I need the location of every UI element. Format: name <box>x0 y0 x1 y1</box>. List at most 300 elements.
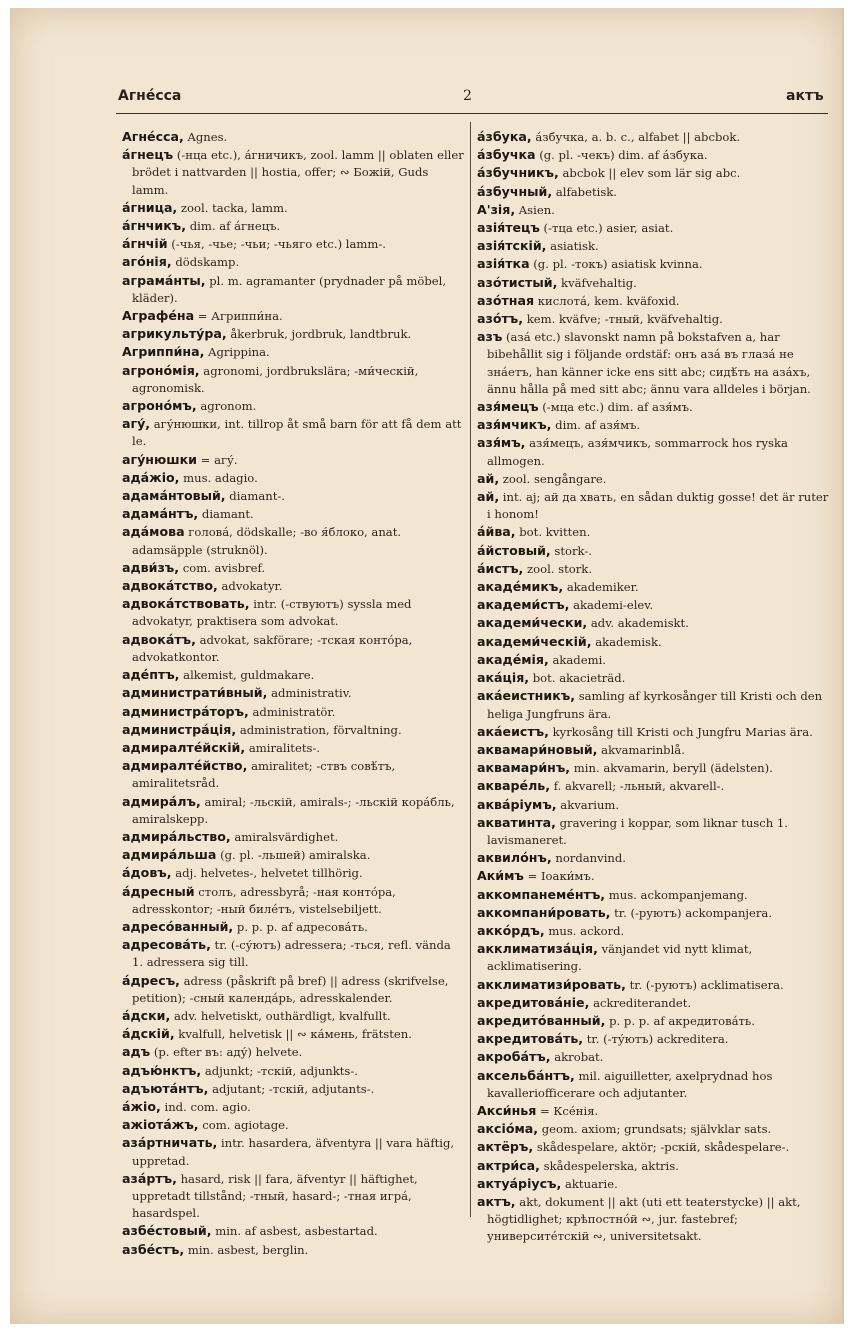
entry-definition: akademiker. <box>566 580 639 595</box>
entry-headword: áдресный <box>122 883 195 899</box>
entry-headword: администрати́вный, <box>122 685 268 701</box>
entry-headword: азáртничать, <box>122 1135 218 1151</box>
dictionary-entry <box>477 488 829 523</box>
entry-headword: агóнія, <box>122 254 172 270</box>
entry-headword: акватинта, <box>477 814 556 830</box>
entry-headword: акáеистъ, <box>477 723 549 739</box>
dictionary-entry <box>122 523 464 558</box>
entry-headword: аквамари́новый, <box>477 741 598 757</box>
entry-definition: hasard, risk || fara, äfventyr || häftighet, uppretadt tillstånd; -тный, hasard-; -тная игрá, hasardspel. <box>132 1171 418 1221</box>
right-column <box>477 128 829 1246</box>
entry-definition: агу́нюшки, int. tillrop åt små barn för att få dem att le. <box>132 417 462 449</box>
entry-headword: áгнчикъ, <box>122 218 187 234</box>
entry-definition: (-чья, -чье; -чьи; -чьяго etc.) lamm-. <box>171 237 386 252</box>
entry-definition: f. akvarell; -льный, akvarell-. <box>553 779 725 794</box>
dictionary-entry <box>122 1062 464 1080</box>
entry-headword: акклиматизáція, <box>477 941 598 957</box>
entry-headword: адмиралтéйство, <box>122 758 248 774</box>
dictionary-entry <box>477 904 829 922</box>
entry-definition: (-нца etc.), áгничикъ, zool. lamm || oblaten eller brödet i nattvarden || hostia, offer; ∾ Божій, Guds lamm. <box>132 148 464 197</box>
dictionary-entry <box>122 1222 464 1240</box>
dictionary-entry <box>122 1025 464 1043</box>
entry-definition: alkemist, guldmakare. <box>183 668 315 683</box>
right-running-headword: актъ <box>786 88 824 104</box>
entry-definition: adj. helvetes-, helvetet tillhörig. <box>175 866 363 881</box>
entry-definition: азя́мецъ, азя́мчикъ, sommarrock hos ryska allmogen. <box>487 436 788 468</box>
entry-headword: аквáріумъ, <box>477 796 557 812</box>
dictionary-entry <box>477 596 829 614</box>
entry-definition: amiralitets-. <box>248 740 321 755</box>
entry-definition: Agnes. <box>187 130 228 144</box>
entry-definition: min. akvamarin, beryll (ädelsten). <box>573 761 773 776</box>
dictionary-entry <box>122 325 464 343</box>
entry-headword: актри́са, <box>477 1157 540 1173</box>
dictionary-entry <box>477 219 829 237</box>
entry-headword: агу́, <box>122 416 151 432</box>
dictionary-entry <box>122 1098 464 1116</box>
dictionary-entry <box>122 577 464 595</box>
entry-headword: азóтистый, <box>477 274 558 290</box>
entry-definition: amiralitet; -ствъ совѣ́тъ, amiralitetsråd. <box>132 759 396 791</box>
dictionary-entry <box>477 274 829 292</box>
entry-headword: Агриппи́на, <box>122 344 205 360</box>
dictionary-entry <box>477 1193 829 1246</box>
entry-headword: адамáнтовый, <box>122 488 226 504</box>
entry-headword: азія́тка <box>477 256 530 272</box>
dictionary-entry <box>122 918 464 936</box>
dictionary-entry <box>477 164 829 182</box>
dictionary-entry <box>122 146 464 199</box>
entry-headword: áгница, <box>122 199 178 215</box>
entry-definition: asiatisk. <box>550 239 599 254</box>
entry-definition: кислотá, kem. kväfoxid. <box>537 293 680 308</box>
entry-definition: ind. com. agio. <box>164 1099 251 1114</box>
entry-definition: amiral; -льскій, amirals-; -льскій корáбль, amiralskepp. <box>132 794 455 826</box>
dictionary-entry <box>477 328 829 398</box>
dictionary-entry <box>122 487 464 505</box>
entry-definition: mus. adagio. <box>183 470 258 485</box>
entry-headword: áжіо, <box>122 1098 161 1114</box>
entry-definition: bot. akacieträd. <box>532 671 626 686</box>
dictionary-entry <box>477 470 829 488</box>
entry-definition: dim. af азя́мъ. <box>555 418 641 433</box>
entry-headword: азія́тецъ <box>477 220 540 236</box>
page-header <box>0 88 852 110</box>
entry-definition: amiralsvärdighet. <box>234 829 339 844</box>
dictionary-entry <box>122 828 464 846</box>
entry-definition: (p. efter въ: аду́) helvete. <box>153 1045 303 1060</box>
dictionary-entry <box>122 666 464 684</box>
dictionary-entry <box>477 237 829 255</box>
entry-definition: (-тца etc.) asier, asiat. <box>543 221 674 236</box>
dictionary-entry <box>122 793 464 828</box>
entry-definition: aktuarie. <box>565 1176 618 1191</box>
dictionary-entry <box>477 398 829 416</box>
entry-headword: азбéстовый, <box>122 1223 212 1239</box>
entry-headword: áистъ, <box>477 560 524 576</box>
entry-definition: akvamarinblå. <box>601 742 685 757</box>
entry-headword: азія́тскій, <box>477 238 547 254</box>
entry-definition: administratör. <box>252 704 336 719</box>
dictionary-entry <box>477 633 829 651</box>
dictionary-entry <box>122 1080 464 1098</box>
entry-headword: акáція, <box>477 670 530 686</box>
dictionary-entry <box>122 505 464 523</box>
dictionary-entry <box>122 1043 464 1061</box>
entry-headword: акробáтъ, <box>477 1049 551 1065</box>
entry-headword: актёръ, <box>477 1139 534 1155</box>
entry-headword: акредитовáть, <box>477 1031 584 1047</box>
entry-headword: аксіóма, <box>477 1121 539 1137</box>
entry-definition: kem. kväfve; -тный, kväfvehaltig. <box>526 312 723 327</box>
entry-definition: int. aj; ай да хвать, en sådan duktig gosse! det är ruter i honom! <box>487 490 829 522</box>
entry-definition: zool. stork. <box>527 561 593 576</box>
entry-headword: адвокáтствовать, <box>122 596 250 612</box>
entry-headword: áгнецъ <box>122 147 174 163</box>
entry-headword: азóтная <box>477 292 535 308</box>
entry-headword: аквилóнъ, <box>477 850 552 866</box>
entry-headword: áдовъ, <box>122 865 172 881</box>
entry-definition: nordanvind. <box>555 851 626 866</box>
entry-definition: samling af kyrkosånger till Kristi och den heliga Jungfruns ära. <box>487 689 823 721</box>
entry-definition: abcbok || elev som lär sig abc. <box>562 166 741 181</box>
dictionary-entry <box>122 397 464 415</box>
entry-headword: Аграфéна <box>122 308 195 324</box>
entry-definition: kväfvehaltig. <box>561 275 637 290</box>
dictionary-entry <box>477 1120 829 1138</box>
entry-headword: азъ <box>477 329 503 345</box>
entry-definition: головá, dödskalle; -во я́блоко, anat. adamsäpple (struknöl). <box>132 525 402 557</box>
entry-headword: аквамари́нъ, <box>477 760 571 776</box>
entry-headword: администрáція, <box>122 721 237 737</box>
entry-headword: академи́чески, <box>477 615 588 631</box>
entry-headword: адéптъ, <box>122 667 180 683</box>
entry-definition: åkerbruk, jordbruk, landtbruk. <box>230 327 412 342</box>
entry-headword: аксельбáнтъ, <box>477 1067 575 1083</box>
dictionary-entry <box>477 292 829 310</box>
entry-headword: агрикульту́ра, <box>122 326 227 342</box>
dictionary-entry <box>122 451 464 469</box>
dictionary-entry <box>122 415 464 450</box>
entry-headword: аккомпани́ровать, <box>477 904 611 920</box>
entry-headword: акáеистникъ, <box>477 688 575 704</box>
entry-headword: ай, <box>477 470 500 486</box>
dictionary-entry <box>477 614 829 632</box>
dictionary-entry <box>477 183 829 201</box>
dictionary-entry <box>477 128 829 146</box>
entry-headword: актуáріусъ, <box>477 1175 562 1191</box>
entry-definition: = Іоаки́мъ. <box>527 869 595 884</box>
entry-headword: адресовáть, <box>122 937 211 953</box>
entry-definition: akt, dokument || akt (uti ett teaterstycke) || akt, högtidlighet; крѣпостнóй ∾, jur. fastebref; университéтскій ∾, universitetsakt. <box>487 1194 801 1244</box>
entry-definition: akademi-elev. <box>573 598 654 613</box>
entry-definition: akvarium. <box>560 797 620 812</box>
entry-definition: alfabetisk. <box>555 184 617 199</box>
dictionary-entry <box>122 217 464 235</box>
dictionary-entry <box>122 721 464 739</box>
entry-definition: áзбучка, a. b. c., alfabet || abcbok. <box>535 130 741 144</box>
entry-definition: Agrippina. <box>208 345 270 360</box>
entry-headword: áзбучка <box>477 147 536 163</box>
dictionary-entry <box>477 867 829 885</box>
entry-definition: pl. m. agramanter (prydnader på möbel, kläder). <box>132 273 447 305</box>
entry-definition: administration, förvaltning. <box>239 722 402 737</box>
entry-headword: акварéль, <box>477 778 551 794</box>
entry-headword: азя́мъ, <box>477 435 526 451</box>
dictionary-entry <box>477 560 829 578</box>
entry-definition: = Ксéнія. <box>540 1103 599 1118</box>
entry-headword: Акси́нья <box>477 1102 537 1118</box>
entry-definition: diamant. <box>201 507 254 522</box>
entry-headword: áдресъ, <box>122 972 180 988</box>
entry-headword: адмирáльша <box>122 847 217 863</box>
entry-definition: adjunkt; -тскій, adjunkts-. <box>204 1063 358 1078</box>
dictionary-entry <box>122 595 464 630</box>
dictionary-entry <box>122 883 464 918</box>
entry-headword: адáмова <box>122 524 185 540</box>
entry-definition: kvalfull, helvetisk || ∾ кáмень, frätsten. <box>178 1027 412 1042</box>
entry-definition: kyrkosång till Kristi och Jungfru Marias ära. <box>552 724 813 739</box>
entry-definition: mus. ackompanjemang. <box>608 887 748 902</box>
entry-definition: adv. akademiskt. <box>590 616 689 631</box>
dictionary-entry <box>477 814 829 849</box>
entry-headword: áйва, <box>477 524 516 540</box>
dictionary-entry <box>122 307 464 325</box>
entry-definition: zool. tacka, lamm. <box>180 200 288 215</box>
entry-definition: com. avisbref. <box>182 560 266 575</box>
entry-headword: агронóмъ, <box>122 398 197 414</box>
dictionary-entry <box>122 739 464 757</box>
entry-definition: adress (påskrift på bref) || adress (skrifvelse, petition); -сный календáрь, adresskalender. <box>132 973 449 1005</box>
entry-definition: akademi. <box>552 652 606 667</box>
dictionary-entry <box>477 651 829 669</box>
dictionary-entry <box>477 922 829 940</box>
dictionary-entry <box>477 777 829 795</box>
left-column <box>122 128 464 1259</box>
entry-definition: akademisk. <box>595 634 662 649</box>
entry-definition: intr. hasardera, äfventyra || vara häftig, uppretad. <box>132 1136 455 1168</box>
column-divider <box>470 122 471 1217</box>
entry-headword: акредитовáніе, <box>477 994 590 1010</box>
dictionary-entry <box>477 886 829 904</box>
dictionary-entry <box>122 235 464 253</box>
entry-headword: администрáторъ, <box>122 703 249 719</box>
entry-headword: адмирáльство, <box>122 828 231 844</box>
entry-headword: агронóмія, <box>122 362 200 378</box>
dictionary-entry <box>477 201 829 219</box>
entry-definition: intr. (-ствуютъ) syssla med advokatyr, praktisera som advokat. <box>132 597 412 629</box>
dictionary-entry <box>122 1134 464 1169</box>
entry-definition: bot. kvitten. <box>519 525 591 540</box>
entry-headword: азя́мчикъ, <box>477 417 552 433</box>
dictionary-entry <box>477 1048 829 1066</box>
entry-headword: азя́мецъ <box>477 399 539 415</box>
entry-headword: áзбучникъ, <box>477 165 559 181</box>
dictionary-entry <box>122 1170 464 1223</box>
entry-headword: адвокáтство, <box>122 578 218 594</box>
entry-definition: dödskamp. <box>175 255 240 270</box>
entry-definition: столъ, adressbyrå; -ная контóра, adresskontor; -ный билéтъ, vistelsebiljett. <box>132 884 396 916</box>
entry-definition: (g. pl. -токъ) asiatisk kvinna. <box>533 257 703 272</box>
dictionary-entry <box>477 940 829 975</box>
dictionary-entry <box>477 687 829 722</box>
entry-headword: азбéстъ, <box>122 1241 185 1257</box>
dictionary-entry <box>122 559 464 577</box>
entry-headword: агу́нюшки <box>122 451 197 467</box>
entry-headword: академи́ческій, <box>477 633 592 649</box>
dictionary-entry <box>477 849 829 867</box>
entry-definition: p. p. p. af акредитовáть. <box>609 1013 755 1028</box>
dictionary-entry <box>122 1116 464 1134</box>
entry-definition: skådespelerska, aktris. <box>543 1158 679 1173</box>
entry-definition: skådespelare, aktör; -рскій, skådespelare-. <box>536 1140 790 1155</box>
entry-definition: gravering i koppar, som liknar tusch 1. lavismaneret. <box>487 815 788 847</box>
entry-definition: (-мца etc.) dim. af азя́мъ. <box>542 400 693 415</box>
entry-definition: Asien. <box>518 202 555 217</box>
entry-headword: азóтъ, <box>477 311 524 327</box>
dictionary-entry <box>122 936 464 971</box>
entry-headword: акредитóванный, <box>477 1012 606 1028</box>
dictionary-entry <box>477 723 829 741</box>
entry-headword: акадéмикъ, <box>477 579 564 595</box>
entry-headword: áгнчій <box>122 236 168 252</box>
dictionary-entry <box>122 1007 464 1025</box>
entry-headword: áзбучный, <box>477 183 553 199</box>
entry-headword: аккóрдъ, <box>477 922 545 938</box>
entry-headword: адамáнтъ, <box>122 506 199 522</box>
dictionary-entry <box>477 759 829 777</box>
entry-headword: адви́зъ, <box>122 559 180 575</box>
dictionary-entry <box>477 741 829 759</box>
header-rule <box>116 113 828 114</box>
entry-headword: ай, <box>477 489 500 505</box>
entry-definition: = Агриппи́на. <box>197 309 283 324</box>
dictionary-entry <box>122 362 464 397</box>
dictionary-entry <box>477 1138 829 1156</box>
entry-headword: адъ <box>122 1044 151 1060</box>
dictionary-entry <box>477 578 829 596</box>
dictionary-entry <box>477 523 829 541</box>
dictionary-entry <box>122 199 464 217</box>
dictionary-entry <box>122 1241 464 1259</box>
entry-headword: адвокáтъ, <box>122 631 196 647</box>
entry-headword: аккомпанемéнтъ, <box>477 886 606 902</box>
entry-headword: адресóванный, <box>122 918 234 934</box>
entry-headword: адáжіо, <box>122 469 180 485</box>
entry-headword: адмирáлъ, <box>122 793 201 809</box>
entry-definition: (g. pl. -чекъ) dim. af áзбука. <box>539 148 708 163</box>
dictionary-entry <box>122 846 464 864</box>
dictionary-entry <box>477 1012 829 1030</box>
entry-definition: adjutant; -тскій, adjutants-. <box>212 1081 375 1096</box>
entry-headword: áйстовый, <box>477 542 551 558</box>
entry-definition: com. agiotage. <box>202 1118 289 1133</box>
dictionary-entry <box>122 972 464 1007</box>
dictionary-entry <box>122 703 464 721</box>
entry-headword: академи́стъ, <box>477 597 570 613</box>
dictionary-entry <box>477 255 829 273</box>
dictionary-entry <box>477 542 829 560</box>
entry-definition: mil. aiguilletter, axelprydnad hos kavalleriofficerare och adjutanter. <box>487 1068 773 1100</box>
entry-definition: stork-. <box>554 543 592 558</box>
dictionary-entry <box>122 684 464 702</box>
entry-definition: mus. ackord. <box>548 923 625 938</box>
entry-headword: актъ, <box>477 1193 516 1209</box>
entry-definition: vänjandet vid nytt klimat, acklimatisering. <box>487 942 753 974</box>
entry-definition: advokat, sakförare; -тская контóра, advokatkontor. <box>132 632 413 664</box>
entry-definition: min. asbest, berglin. <box>187 1242 309 1257</box>
page-number: 2 <box>463 88 472 104</box>
left-running-headword: Агнéсса <box>118 88 182 104</box>
entry-definition: dim. af áгнецъ. <box>189 219 281 234</box>
entry-definition: = агу́. <box>200 452 238 467</box>
entry-headword: ажіотáжъ, <box>122 1117 199 1133</box>
dictionary-entry <box>122 631 464 666</box>
entry-headword: Агнéсса, <box>122 129 184 144</box>
dictionary-entry <box>477 310 829 328</box>
dictionary-entry <box>122 272 464 307</box>
entry-definition: agronom. <box>200 399 257 414</box>
entry-headword: акклиматизи́ровать, <box>477 976 626 992</box>
entry-definition: akrobat. <box>554 1050 604 1065</box>
entry-headword: áзбука, <box>477 129 532 144</box>
dictionary-entry <box>122 253 464 271</box>
entry-definition: agronomi, jordbrukslära; -ми́ческій, agronomisk. <box>132 363 419 395</box>
dictionary-entry <box>122 864 464 882</box>
dictionary-entry <box>477 1102 829 1120</box>
entry-definition: adv. helvetiskt, outhärdligt, kvalfullt. <box>173 1008 391 1023</box>
dictionary-entry <box>477 416 829 434</box>
dictionary-entry <box>477 796 829 814</box>
entry-definition: diamant-. <box>229 489 285 504</box>
entry-definition: tr. (-руютъ) ackompanjera. <box>614 905 773 920</box>
entry-headword: адъютáнтъ, <box>122 1080 209 1096</box>
entry-headword: адъю́нктъ, <box>122 1062 202 1078</box>
entry-definition: (азá etc.) slavonskt namn på bokstafven a, har bibehållit sig i följande ordstäf: онъ азá въ глазá не знáетъ, han känner icke ens sitt abc; сидѣ́ть на азáхъ, ännu hålla på med sitt abc; ännu vara alldeles i början. <box>487 330 811 396</box>
entry-headword: азáртъ, <box>122 1170 177 1186</box>
entry-definition: administrativ. <box>271 686 352 701</box>
entry-headword: акадéмія, <box>477 651 549 667</box>
entry-definition: tr. (-су́ютъ) adressera; -ться, refl. vända 1. adressera sig till. <box>132 938 451 970</box>
entry-definition: ackrediterandet. <box>593 995 692 1010</box>
entry-definition: tr. (-руютъ) acklimatisera. <box>629 977 784 992</box>
dictionary-entry <box>477 434 829 469</box>
dictionary-entry <box>477 1157 829 1175</box>
dictionary-entry <box>477 1067 829 1102</box>
dictionary-entry <box>477 1030 829 1048</box>
entry-definition: geom. axiom; grundsats; självklar sats. <box>541 1122 772 1137</box>
dictionary-entry <box>477 994 829 1012</box>
entry-definition: p. p. p. af адресовáть. <box>236 919 368 934</box>
entry-headword: аграмáнты, <box>122 272 206 288</box>
entry-headword: Аки́мъ <box>477 868 524 884</box>
entry-definition: min. af asbest, asbestartad. <box>215 1224 378 1239</box>
entry-headword: адмиралтéйскій, <box>122 739 246 755</box>
entry-headword: áдскій, <box>122 1026 175 1042</box>
dictionary-entry <box>477 1175 829 1193</box>
dictionary-entry <box>122 128 464 146</box>
dictionary-entry <box>122 469 464 487</box>
entry-headword: áдски, <box>122 1007 171 1023</box>
entry-definition: zool. sengångare. <box>502 471 607 486</box>
dictionary-entry <box>477 669 829 687</box>
entry-definition: tr. (-ту́ютъ) ackreditera. <box>586 1032 729 1047</box>
dictionary-entry <box>122 343 464 361</box>
entry-definition: advokatyr. <box>221 579 283 594</box>
entry-headword: А'зія, <box>477 201 516 217</box>
dictionary-entry <box>477 976 829 994</box>
dictionary-entry <box>122 757 464 792</box>
